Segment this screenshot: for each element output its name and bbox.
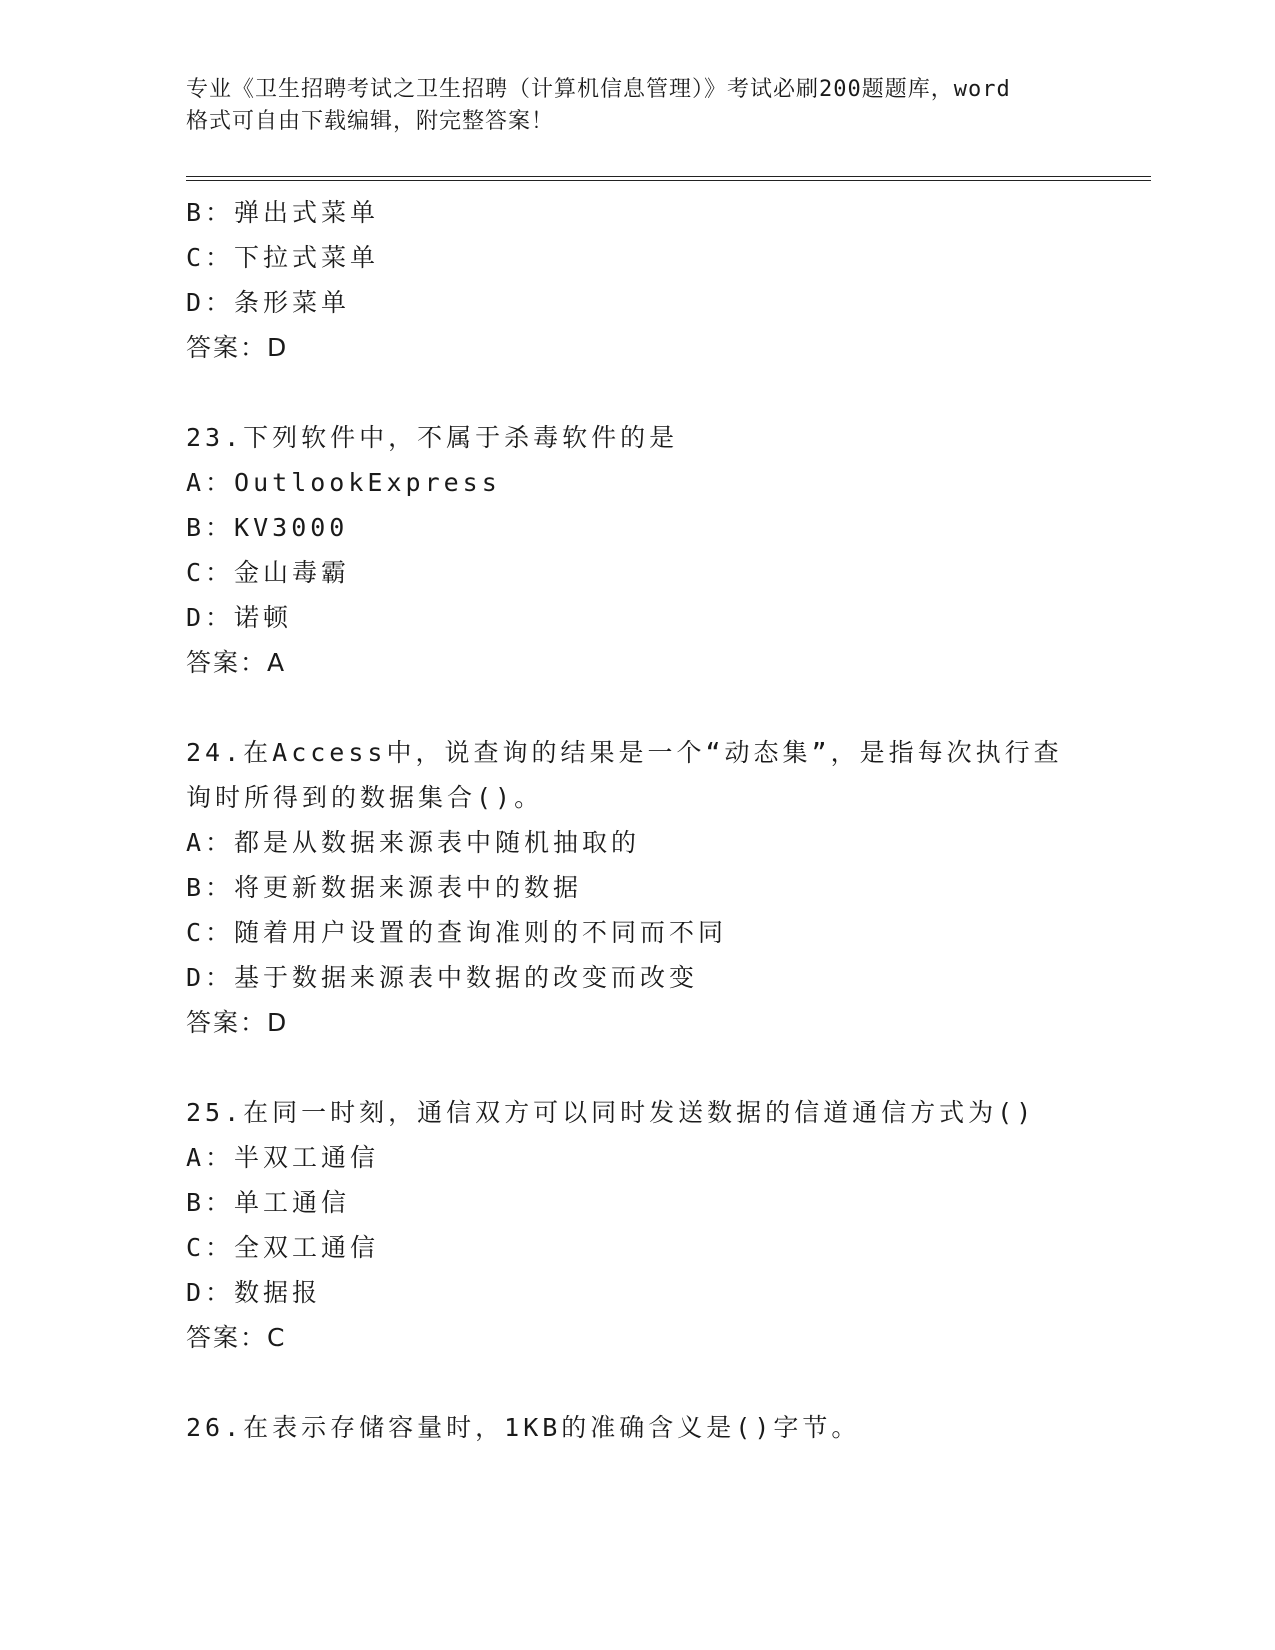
question-25 <box>186 1090 1151 1360</box>
header-line-2: 格式可自由下载编辑，附完整答案！ <box>186 109 555 134</box>
question-23 <box>186 415 1151 685</box>
header-divider <box>186 176 1151 181</box>
option-d: D：诺顿 <box>186 603 293 632</box>
option-a: A：OutlookExpress <box>186 468 501 497</box>
spacer <box>186 370 1151 415</box>
option-c: C：下拉式菜单 <box>186 243 380 272</box>
spacer <box>186 1045 1151 1090</box>
spacer <box>186 1360 1151 1405</box>
question-26 <box>186 1405 1151 1450</box>
option-d: D：数据报 <box>186 1278 322 1307</box>
option-b: B：弹出式菜单 <box>186 198 380 227</box>
option-b: B：将更新数据来源表中的数据 <box>186 873 583 902</box>
option-b: B：单工通信 <box>186 1188 351 1217</box>
header-line-1: 专业《卫生招聘考试之卫生招聘（计算机信息管理）》考试必刷200题题库，word <box>186 77 1011 102</box>
answer-label: 答案：D <box>186 1008 289 1037</box>
page-header <box>186 74 1086 138</box>
answer-label: 答案：A <box>186 648 287 677</box>
answer-label: 答案：C <box>186 1323 287 1352</box>
question-stem-line-2: 询时所得到的数据集合()。 <box>186 783 544 812</box>
question-list <box>186 190 1151 1450</box>
spacer <box>186 685 1151 730</box>
question-stem: 23.下列软件中，不属于杀毒软件的是 <box>186 423 679 452</box>
option-a: A：半双工通信 <box>186 1143 380 1172</box>
question-24 <box>186 730 1151 1045</box>
question-stem-line-1: 24.在Access中，说查询的结果是一个“动态集”，是指每次执行查 <box>186 738 1063 767</box>
option-c: C：全双工通信 <box>186 1233 380 1262</box>
option-c: C：金山毒霸 <box>186 558 351 587</box>
option-d: D：条形菜单 <box>186 288 351 317</box>
question-22-continued <box>186 190 1151 370</box>
question-stem: 25.在同一时刻，通信双方可以同时发送数据的信道通信方式为() <box>186 1098 1036 1127</box>
option-c: C：随着用户设置的查询准则的不同而不同 <box>186 918 728 947</box>
answer-label: 答案：D <box>186 333 289 362</box>
option-b: B：KV3000 <box>186 513 349 542</box>
question-stem: 26.在表示存储容量时，1KB的准确含义是()字节。 <box>186 1413 861 1442</box>
option-d: D：基于数据来源表中数据的改变而改变 <box>186 963 699 992</box>
option-a: A：都是从数据来源表中随机抽取的 <box>186 828 641 857</box>
